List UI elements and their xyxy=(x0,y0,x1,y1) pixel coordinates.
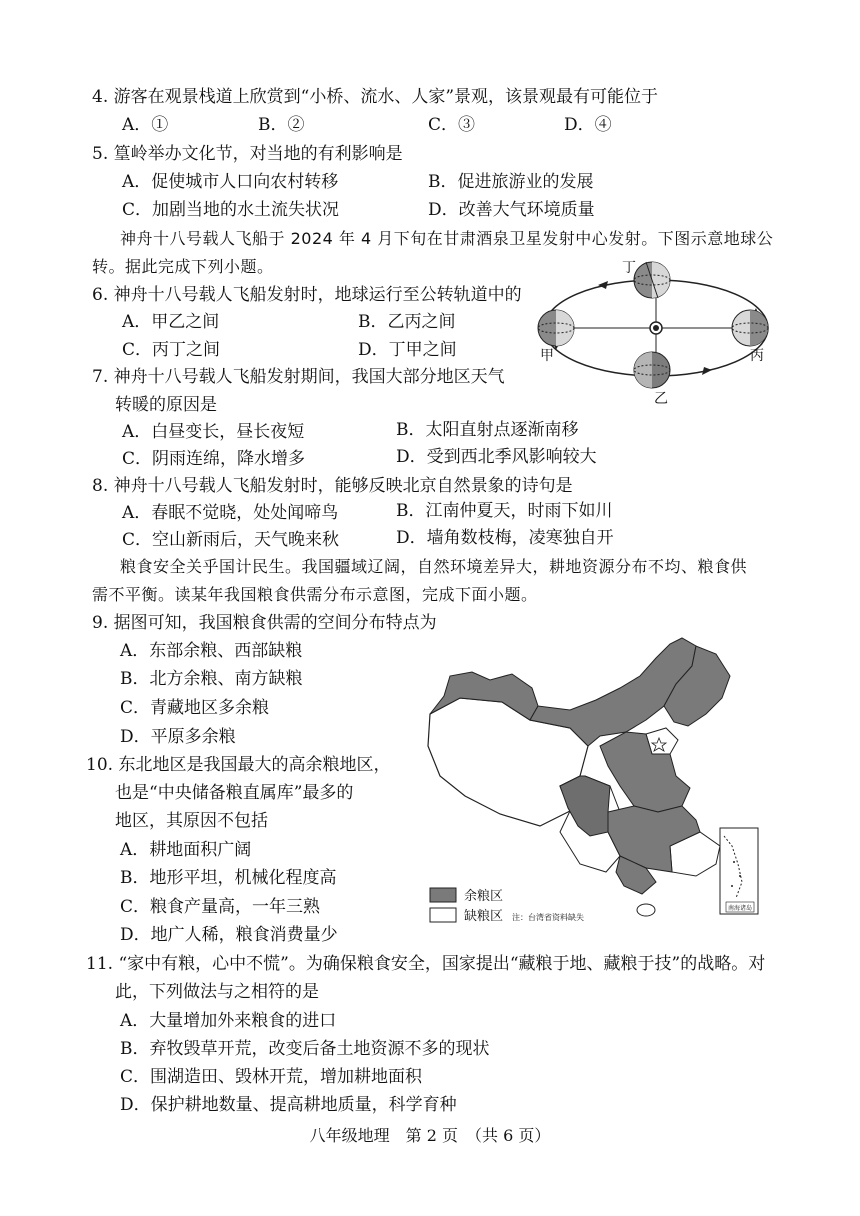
sun-icon xyxy=(650,322,662,334)
q9-option-d: D．平原多余粮 xyxy=(120,727,236,747)
label-yi: 乙 xyxy=(654,391,668,406)
china-grain-map xyxy=(420,636,760,932)
q10-option-c: C．粮食产量高，一年三熟 xyxy=(120,897,321,917)
q5-option-d: D．改善大气环境质量 xyxy=(428,200,595,220)
passage2-line2: 需不平衡。读某年我国粮食供需分布示意图，完成下面小题。 xyxy=(92,585,538,604)
q4-option-d: D．④ xyxy=(564,115,612,135)
label-jia: 甲 xyxy=(540,348,554,364)
q10-option-d: D．地广人稀，粮食消费量少 xyxy=(120,925,338,945)
page-footer: 八年级地理 第 2 页 （共 6 页） xyxy=(309,1126,551,1145)
orbit-arrow-top xyxy=(598,281,608,289)
q5-option-a: A．促使城市人口向农村转移 xyxy=(122,172,339,192)
q9-option-c: C．青藏地区多余粮 xyxy=(120,698,270,718)
q4-stem: 4. 游客在观景栈道上欣赏到“小桥、流水、人家”景观，该景观最有可能位于 xyxy=(92,87,659,107)
q8-option-b: B．江南仲夏天，时雨下如川 xyxy=(396,501,613,521)
label-bing: 丙 xyxy=(750,348,764,364)
passage1-line1: 神舟十八号载人飞船于 2024 年 4 月下旬在甘肃酒泉卫星发射中心发射。下图示意地球公 xyxy=(120,229,774,248)
q5-stem: 5. 篁岭举办文化节，对当地的有利影响是 xyxy=(92,144,403,164)
q11-option-d: D．保护耕地数量、提高耕地质量，科学育种 xyxy=(120,1095,457,1115)
passage1-line2: 转。据此完成下列小题。 xyxy=(92,257,274,276)
q7-option-a: A．白昼变长，昼长夜短 xyxy=(122,422,305,442)
q11-option-a: A．大量增加外来粮食的进口 xyxy=(120,1011,337,1031)
earth-bing-icon xyxy=(732,310,768,346)
earth-orbit-diagram xyxy=(528,258,796,406)
legend-surplus-swatch xyxy=(430,888,456,902)
map-note: 注：台湾省资料缺失 xyxy=(512,913,584,922)
earth-yi-icon xyxy=(634,352,670,388)
q8-option-a: A．春眠不觉晓，处处闻啼鸟 xyxy=(122,503,339,523)
q6-option-d: D．丁甲之间 xyxy=(358,340,457,360)
q10-stem-line1: 10. 东北地区是我国最大的高余粮地区， xyxy=(86,755,391,775)
q6-option-a: A．甲乙之间 xyxy=(122,312,220,332)
q10-option-b: B．地形平坦，机械化程度高 xyxy=(120,868,337,888)
q4-option-c: C．③ xyxy=(428,115,476,135)
q7-stem-line2: 转暖的原因是 xyxy=(115,395,217,415)
q8-option-d: D．墙角数枝梅，凌寒独自开 xyxy=(396,528,614,548)
south-china-sea-inset xyxy=(720,828,758,914)
q11-option-b: B．弃牧毁草开荒，改变后备土地资源不多的现状 xyxy=(120,1039,490,1059)
q4-option-a: A．① xyxy=(122,115,169,135)
q10-stem-line2: 也是“中央储备粮直属库”最多的 xyxy=(115,783,354,803)
q8-option-c: C．空山新雨后，天气晚来秋 xyxy=(122,530,340,550)
passage2-line1: 粮食安全关乎国计民生。我国疆域辽阔，自然环境差异大，耕地资源分布不均、粮食供 xyxy=(120,557,748,576)
q10-option-a: A．耕地面积广阔 xyxy=(120,840,252,860)
q6-option-b: B．乙丙之间 xyxy=(358,312,456,332)
q7-option-c: C．阴雨连绵，降水增多 xyxy=(122,449,306,469)
orbit-arrow-bottom xyxy=(702,367,712,375)
q11-stem-line1: 11. “家中有粮，心中不慌”。为确保粮食安全，国家提出“藏粮于地、藏粮于技”的战略。对 xyxy=(86,954,766,974)
inset-label: 南海诸岛 xyxy=(727,905,753,912)
legend-surplus-label: 余粮区 xyxy=(464,889,504,904)
q10-stem-line3: 地区，其原因不包括 xyxy=(115,811,268,831)
legend-deficit-swatch xyxy=(430,908,456,922)
hainan-island xyxy=(637,904,655,916)
q4-option-b: B．② xyxy=(258,115,305,135)
earth-jia-icon xyxy=(538,310,574,346)
q7-option-d: D．受到西北季风影响较大 xyxy=(396,447,597,467)
q11-option-c: C．围湖造田、毁林开荒，增加耕地面积 xyxy=(120,1067,423,1087)
q6-option-c: C．丙丁之间 xyxy=(122,340,221,360)
q9-stem: 9. 据图可知，我国粮食供需的空间分布特点为 xyxy=(92,613,437,633)
q7-stem-line1: 7. 神舟十八号载人飞船发射期间，我国大部分地区天气 xyxy=(92,367,505,387)
q9-option-b: B．北方余粮、南方缺粮 xyxy=(120,669,303,689)
q9-option-a: A．东部余粮、西部缺粮 xyxy=(120,641,303,661)
label-ding: 丁 xyxy=(622,260,636,276)
legend-deficit-label: 缺粮区 xyxy=(464,909,504,924)
q5-option-b: B．促进旅游业的发展 xyxy=(428,172,594,192)
q7-option-b: B．太阳直射点逐渐南移 xyxy=(396,420,579,440)
q5-option-c: C．加剧当地的水土流失状况 xyxy=(122,200,340,220)
q11-stem-line2: 此，下列做法与之相符的是 xyxy=(115,982,319,1002)
q6-stem: 6. 神舟十八号载人飞船发射时，地球运行至公转轨道中的 xyxy=(92,285,522,305)
q8-stem: 8. 神舟十八号载人飞船发射时，能够反映北京自然景象的诗句是 xyxy=(92,476,573,496)
earth-ding-icon xyxy=(634,262,670,298)
